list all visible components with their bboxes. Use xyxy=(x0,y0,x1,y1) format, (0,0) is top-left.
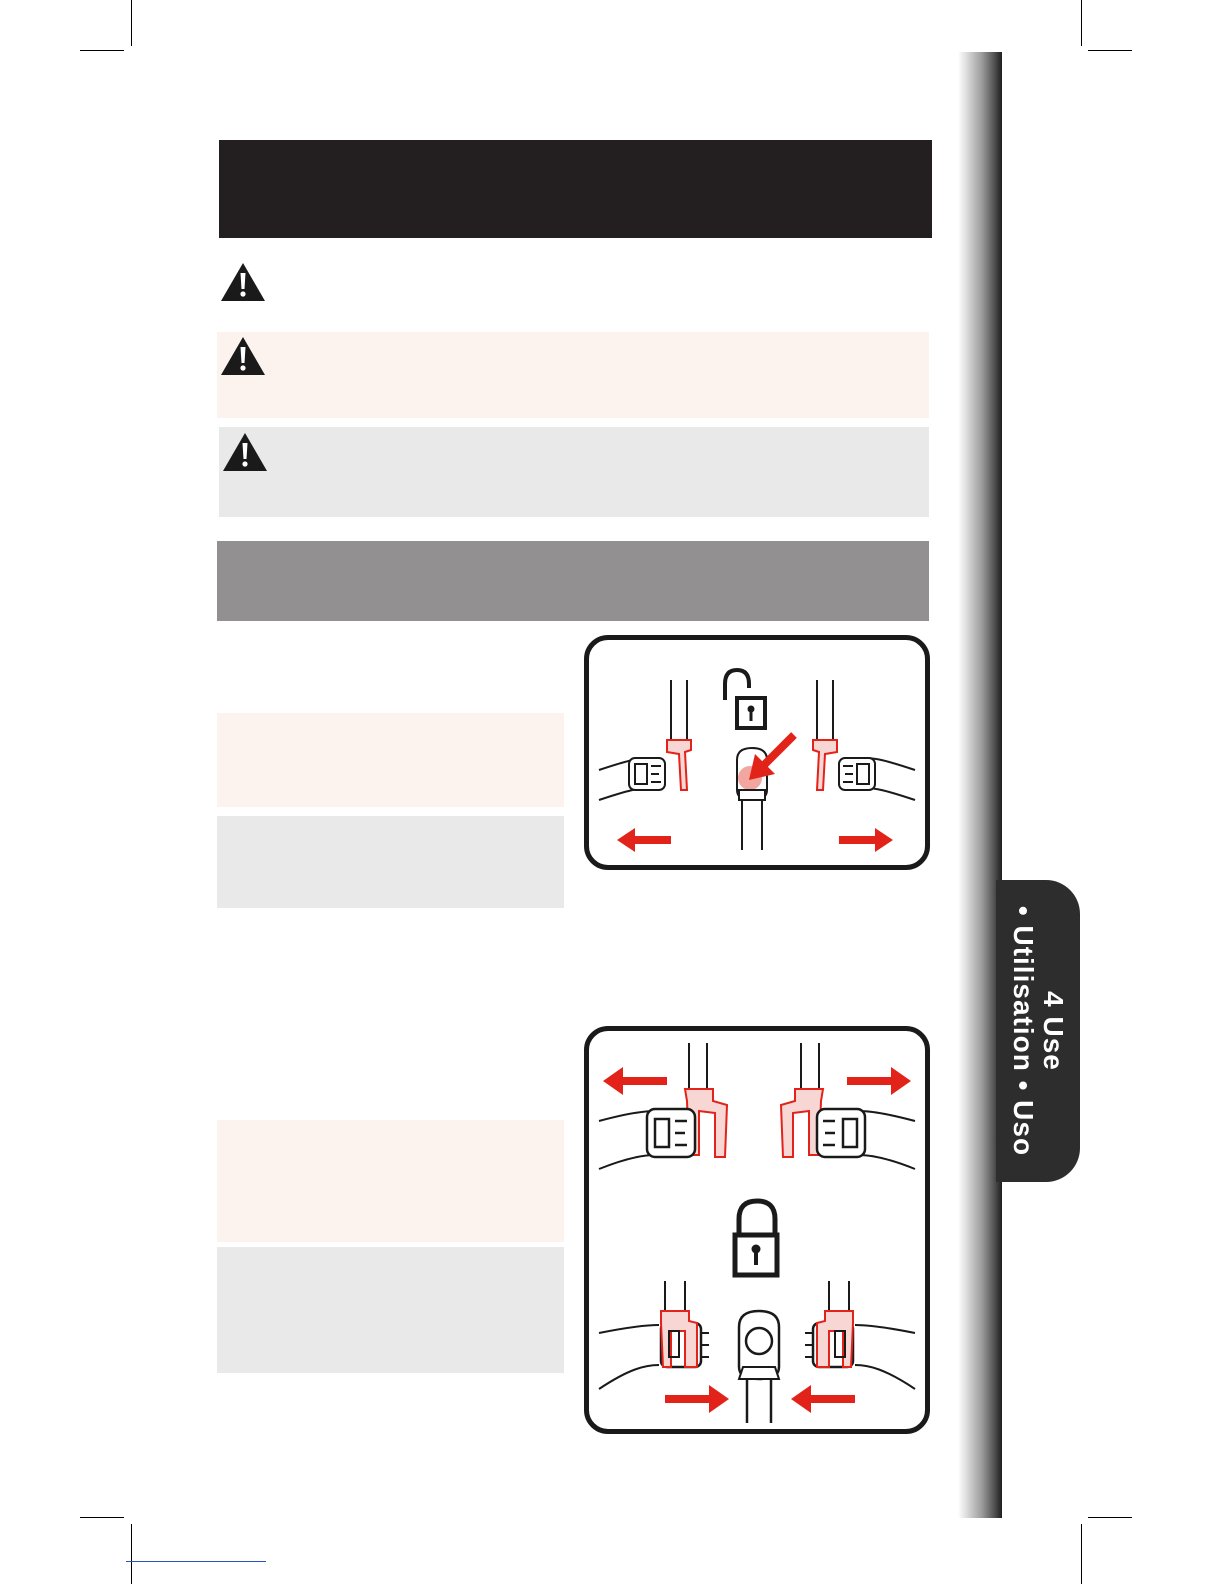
crop-mark xyxy=(131,1524,132,1584)
tab-bullet: • xyxy=(1008,905,1039,917)
warning-box-pink xyxy=(217,332,929,418)
section-header-band xyxy=(219,140,932,238)
padlock-closed-icon xyxy=(735,1201,777,1275)
chapter-tab-title: 4 Use xyxy=(1038,991,1069,1071)
chapter-tab-label xyxy=(996,880,1080,1182)
tab-translations: Utilisation • Uso xyxy=(1008,925,1039,1157)
warning-triangle-icon xyxy=(219,334,267,378)
subsection-header-band xyxy=(217,541,929,621)
chapter-tab-subtitle xyxy=(1008,906,1038,1156)
instruction-box-pink xyxy=(217,713,564,807)
buckle-tongue-left xyxy=(647,1109,695,1157)
figure-buckle xyxy=(584,1026,930,1434)
buckle-tongue-right xyxy=(839,758,875,790)
unbuckle-illustration xyxy=(589,640,925,865)
warning-box-gray xyxy=(219,427,929,517)
crop-mark xyxy=(80,50,124,51)
crop-mark xyxy=(1088,50,1132,51)
instruction-box-gray xyxy=(217,1247,564,1373)
instruction-box-gray xyxy=(217,816,564,908)
warning-triangle-icon xyxy=(219,260,267,304)
crop-mark xyxy=(1081,1524,1082,1584)
link-underline xyxy=(126,1561,266,1562)
crop-mark xyxy=(1081,0,1082,46)
crop-mark xyxy=(80,1517,124,1518)
page-edge-sidebar xyxy=(958,52,1002,1518)
crop-mark xyxy=(1088,1517,1132,1518)
buckle-tongue-right xyxy=(817,1109,865,1157)
crop-mark xyxy=(131,0,132,46)
warning-triangle-icon xyxy=(221,430,269,474)
instruction-box-pink xyxy=(217,1120,564,1242)
buckle-tongue-left xyxy=(629,758,665,790)
buckle-illustration xyxy=(589,1031,925,1429)
figure-unbuckle xyxy=(584,635,930,870)
padlock-open-icon xyxy=(725,670,765,728)
